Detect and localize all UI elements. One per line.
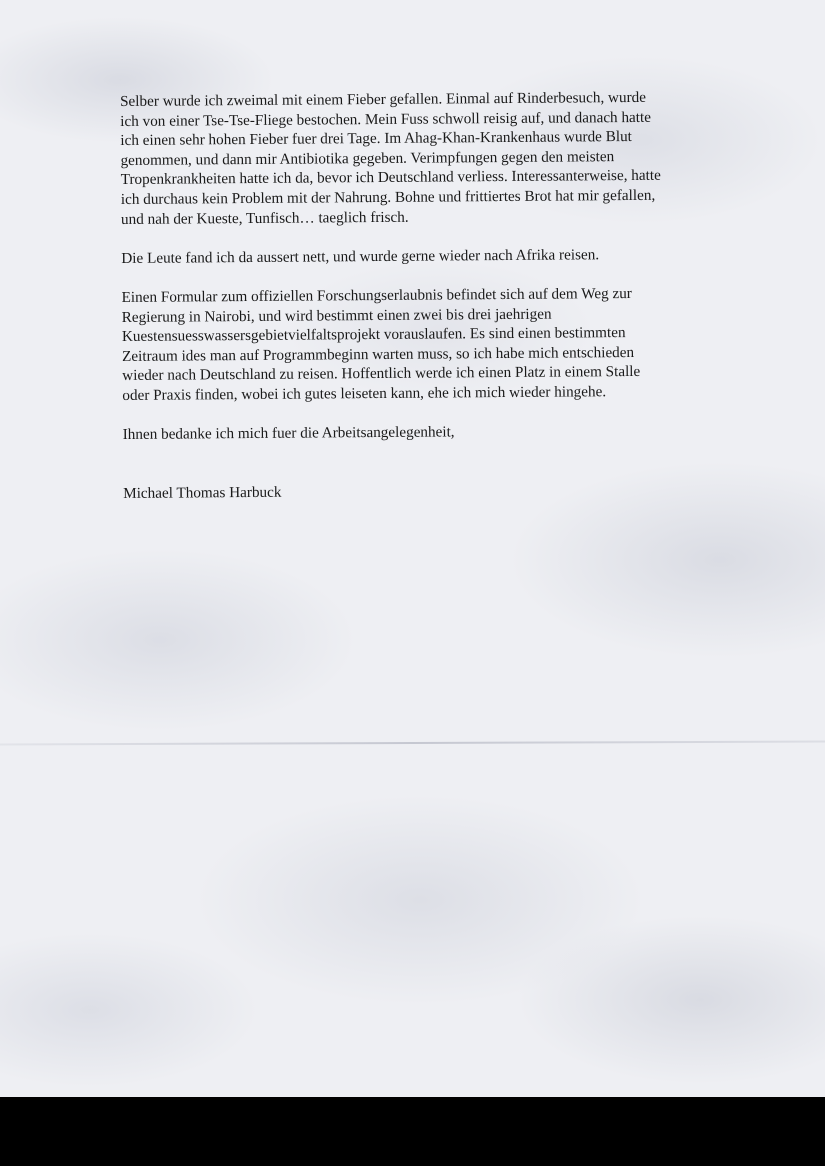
- fold-crease: [0, 741, 825, 746]
- signature-name: Michael Thomas Harbuck: [123, 483, 282, 502]
- scanner-border: [0, 1097, 825, 1166]
- paragraph-illness: [120, 87, 731, 229]
- letter-body: [120, 87, 733, 523]
- closing-line: [123, 420, 733, 444]
- text-line: Kuestensuesswassersgebietvielfaltsprojekt vorauslaufen. Es sind einen bestimmten: [121, 324, 626, 346]
- text-line: ich durchaus kein Problem mit der Nahrung. Bohne und frittiertes Brot hat mir gefallen,: [120, 186, 656, 208]
- text-line: Zeitraum ides man auf Programmbeginn warten muss, so ich habe mich entschieden: [122, 343, 635, 365]
- text-line: Regierung in Nairobi, und wird bestimmt einen zwei bis drei jaehrigen: [121, 305, 552, 326]
- text-line: Selber wurde ich zweimal mit einem Fieber gefallen. Einmal auf Rinderbesuch, wurde: [120, 88, 647, 110]
- text-line: Ihnen bedanke ich mich fuer die Arbeitsangelegenheit,: [122, 423, 455, 444]
- text-line: Die Leute fand ich da aussert nett, und wurde gerne wieder nach Afrika reisen.: [121, 245, 600, 267]
- text-line: ich von einer Tse-Tse-Fliege bestochen. Mein Fuss schwoll reisig auf, und danach hatte: [120, 108, 651, 130]
- text-line: Tropenkrankheiten hatte ich da, bevor ich Deutschland verliess. Interessanterweise, hatte: [120, 167, 661, 189]
- text-line: Einen Formular zum offiziellen Forschungserlaubnis befindet sich auf dem Weg zur: [121, 284, 632, 306]
- paragraph-people: [121, 244, 731, 268]
- text-line: ich einen sehr hohen Fieber fuer drei Tage. Im Ahag-Khan-Krankenhaus wurde Blut: [120, 128, 632, 150]
- text-line: genommen, und dann mir Antibiotika gegeben. Verimpfungen gegen den meisten: [120, 147, 615, 169]
- paragraph-research-permit: [122, 283, 733, 405]
- text-line: oder Praxis finden, wobei ich gutes leiseten kann, ehe ich mich wieder hingehe.: [122, 383, 607, 404]
- text-line: wieder nach Deutschland zu reisen. Hoffentlich werde ich einen Platz in einem Stalle: [122, 363, 641, 385]
- text-line: und nah der Kueste, Tunfisch… taeglich frisch.: [120, 208, 409, 228]
